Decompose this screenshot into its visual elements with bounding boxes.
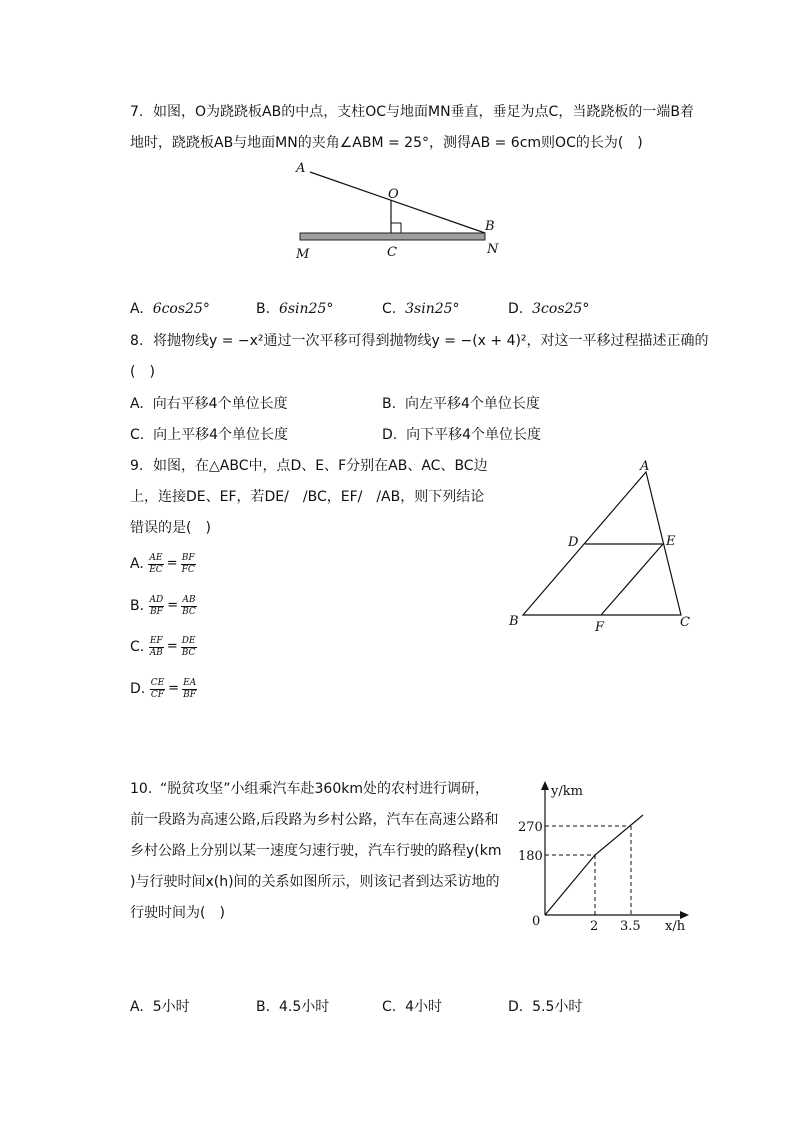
- q10-option-d[interactable]: [508, 997, 582, 1017]
- option-text: 5.5小时: [532, 999, 583, 1015]
- q8-stem-line1: 将抛物线y = −x²通过一次平移可得到抛物线y = −(x + 4)²，对这一平移过程描述正确的: [153, 333, 709, 349]
- option-text: 4.5小时: [278, 999, 330, 1015]
- label-A: A: [296, 161, 306, 176]
- option-text: 向上平移4个单位长度: [153, 427, 289, 443]
- q8-option-c[interactable]: [130, 425, 288, 445]
- q7-option-c[interactable]: [382, 299, 460, 319]
- q8-option-d[interactable]: [382, 425, 541, 445]
- distance-line: [545, 815, 643, 915]
- q7-option-d[interactable]: [508, 299, 589, 319]
- y-axis-arrow: [541, 781, 549, 790]
- option-key: A.: [130, 556, 144, 572]
- q8-option-b[interactable]: [382, 394, 540, 414]
- x-tick-2: 2: [590, 919, 599, 934]
- q10-option-b[interactable]: [256, 997, 329, 1017]
- option-text: 向下平移4个单位长度: [406, 427, 542, 443]
- option-key: B.: [382, 396, 397, 412]
- option-key: A.: [130, 301, 144, 317]
- q7-number: 7.: [130, 104, 144, 120]
- fraction-right: $\frac{DE}{BC}$: [181, 635, 196, 658]
- label-B: B: [509, 614, 519, 629]
- option-text: 向左平移4个单位长度: [404, 396, 540, 412]
- x-tick-3-5: 3.5: [620, 919, 641, 934]
- q10-option-c[interactable]: [382, 997, 442, 1017]
- q10-stem-line2: 前一段路为高速公路,后段路为乡村公路，汽车在高速公路和: [130, 812, 499, 828]
- option-key: D.: [508, 999, 524, 1015]
- q10-stem-line1: “脱贫攻坚”小组乘汽车赴360km处的农村进行调研，: [160, 781, 489, 797]
- fraction-right: $\frac{BF}{FC}$: [181, 552, 195, 575]
- option-text: 6sin25°: [278, 301, 334, 317]
- option-key: C.: [130, 427, 145, 443]
- q9-stem-line3: 错误的是( ): [130, 520, 211, 536]
- fraction-right: $\frac{EA}{BF}$: [183, 677, 197, 700]
- y-axis-label: y/km: [551, 784, 583, 799]
- option-key: C.: [382, 301, 397, 317]
- q9-option-b[interactable]: [130, 593, 197, 619]
- option-text: 3sin25°: [405, 301, 460, 317]
- q9-option-a[interactable]: [130, 551, 196, 577]
- q10-distance-time-graph: [505, 775, 695, 935]
- option-key: D.: [382, 427, 398, 443]
- fraction-left: $\frac{EF}{AB}$: [149, 635, 163, 658]
- q7-option-b[interactable]: [256, 299, 333, 319]
- q7-seesaw-figure: [290, 160, 510, 265]
- option-text: 5小时: [152, 999, 190, 1015]
- q10-stem-line3: 乡村公路上分别以某一速度匀速行驶，汽车行驶的路程y(km: [130, 843, 502, 859]
- label-N: N: [487, 242, 499, 257]
- q9-stem-line2: 上，连接DE、EF，若DE/ /BC，EF/ /AB，则下列结论: [130, 489, 485, 505]
- q9-stem-line1: 如图，在△ABC中，点D、E、F分别在AB、AC、BC边: [153, 458, 488, 474]
- option-key: A.: [130, 999, 144, 1015]
- seesaw-board: [310, 172, 485, 233]
- label-D: D: [568, 535, 579, 550]
- equals-sign: =: [166, 556, 178, 571]
- q9-number: 9.: [130, 458, 144, 474]
- q10-option-a[interactable]: [130, 997, 190, 1017]
- fraction-right: $\frac{AB}{BC}$: [182, 594, 196, 617]
- fraction-left: $\frac{CE}{CF}$: [150, 677, 165, 700]
- label-C: C: [680, 615, 690, 630]
- option-key: B.: [130, 598, 145, 614]
- label-O: O: [388, 187, 399, 202]
- label-M: M: [296, 247, 310, 262]
- q9-option-c[interactable]: [130, 634, 197, 660]
- equals-sign: =: [168, 681, 180, 696]
- origin-label: 0: [532, 914, 541, 929]
- right-angle-mark: [391, 223, 401, 233]
- label-F: F: [595, 620, 605, 635]
- option-text: 4小时: [405, 999, 443, 1015]
- equals-sign: =: [166, 639, 178, 654]
- segment-ef: [601, 544, 663, 615]
- q7-stem-line1: 如图，O为跷跷板AB的中点，支柱OC与地面MN垂直，垂足为点C，当跷跷板的一端B着: [153, 104, 694, 120]
- ground-bar: [300, 233, 485, 240]
- option-key: C.: [130, 639, 145, 655]
- x-axis-arrow: [680, 911, 689, 919]
- label-E: E: [666, 534, 676, 549]
- option-key: D.: [130, 681, 146, 697]
- q8-option-a[interactable]: [130, 394, 288, 414]
- option-text: 6cos25°: [152, 301, 210, 317]
- fraction-left: $\frac{AE}{EC}$: [149, 552, 163, 575]
- label-A: A: [640, 459, 650, 474]
- q8-stem-line2: ( ): [130, 364, 155, 380]
- option-key: D.: [508, 301, 524, 317]
- q9-triangle-figure: [500, 455, 700, 640]
- equals-sign: =: [167, 598, 179, 613]
- option-key: B.: [256, 999, 271, 1015]
- q10-number: 10.: [130, 781, 153, 797]
- label-C: C: [387, 245, 397, 260]
- fraction-left: $\frac{AD}{BF}$: [149, 594, 164, 617]
- y-tick-270: 270: [518, 820, 543, 835]
- option-key: C.: [382, 999, 397, 1015]
- label-B: B: [485, 219, 495, 234]
- option-key: B.: [256, 301, 271, 317]
- x-axis-label: x/h: [665, 919, 686, 934]
- q7-option-a[interactable]: [130, 299, 210, 319]
- option-key: A.: [130, 396, 144, 412]
- y-tick-180: 180: [518, 849, 543, 864]
- option-text: 向右平移4个单位长度: [152, 396, 288, 412]
- q7-stem-line2: 地时，跷跷板AB与地面MN的夹角∠ABM = 25°，测得AB = 6cm则OC的长为( ): [130, 135, 643, 151]
- q10-stem-line5: 行驶时间为( ): [130, 905, 225, 921]
- q8-number: 8.: [130, 333, 144, 349]
- q9-option-d[interactable]: [130, 676, 197, 702]
- q10-stem-line4: )与行驶时间x(h)间的关系如图所示，则该记者到达采访地的: [130, 874, 500, 890]
- option-text: 3cos25°: [532, 301, 590, 317]
